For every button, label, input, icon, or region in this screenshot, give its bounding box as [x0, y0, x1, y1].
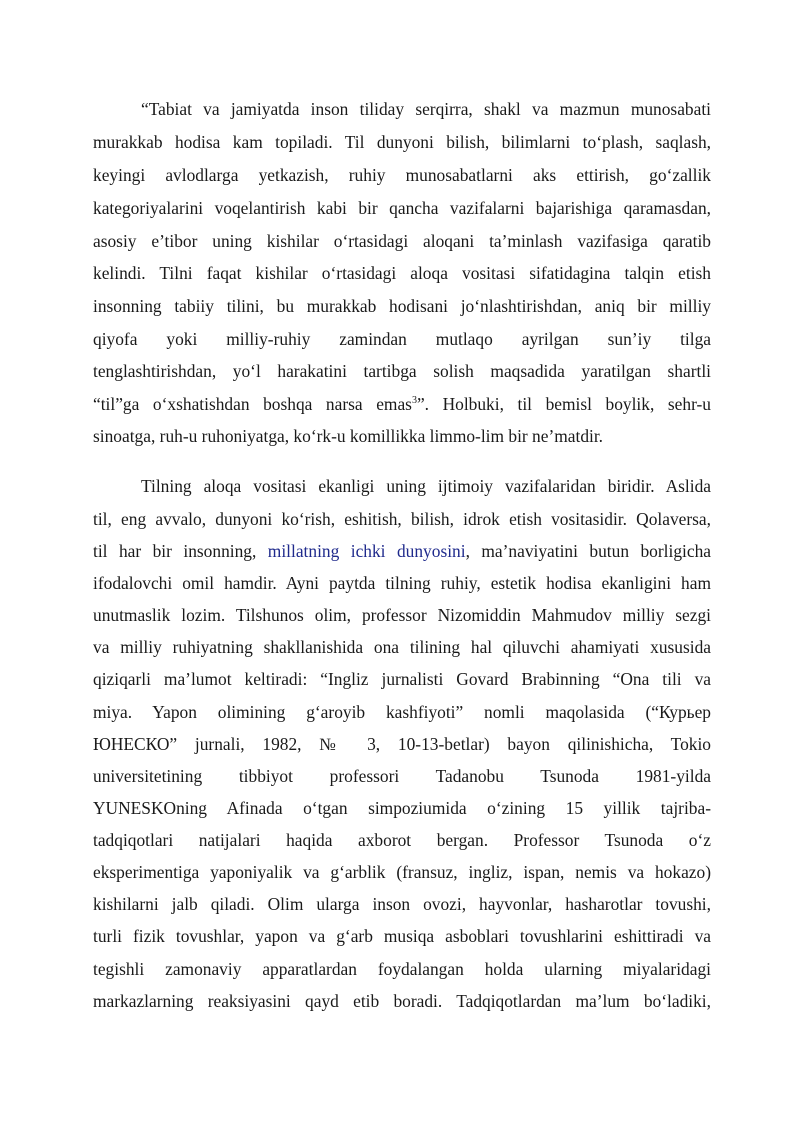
- text-line: keyingi avlodlarga yetkazish, ruhiy munosabatlarni aks ettirish, go‘zallik: [93, 165, 711, 185]
- text-line: tegishli zamonaviy apparatlardan foydalangan holda ularning miyalaridagi: [93, 959, 711, 979]
- text-line: universitetining tibbiyot professori Tadanobu Tsunoda 1981-yilda: [93, 766, 711, 786]
- text-line: insonning tabiiy tilini, bu murakkab hodisani jo‘nlashtirishdan, aniq bir milliy: [93, 296, 711, 316]
- text-line: unutmaslik lozim. Tilshunos olim, professor Nizomiddin Mahmudov milliy sezgi: [93, 605, 711, 625]
- text-line: markazlarning reaksiyasini qayd etib boradi. Tadqiqotlardan ma’lum bo‘ladiki,: [93, 991, 711, 1011]
- text-line: qiyofa yoki milliy-ruhiy zamindan mutlaqo ayrilgan sun’iy tilga: [93, 329, 711, 349]
- text-segment: ”. Holbuki, til bemisl boylik, sehr-u: [416, 394, 711, 414]
- text-line-with-footnote: [93, 390, 711, 418]
- text-segment: til har bir insonning,: [93, 541, 268, 561]
- text-line: kategoriyalarini voqelantirish kabi bir qancha vazifalarni bajarishiga qaramasdan,: [93, 198, 711, 218]
- text-line: “Tabiat va jamiyatda inson tiliday serqirra, shakl va mazmun munosabati: [141, 99, 711, 119]
- text-line: turli fizik tovushlar, yapon va g‘arb musiqa asboblari tovushlarini eshittiradi va: [93, 926, 711, 946]
- text-line: YUNESKOning Afinada o‘tgan simpoziumida o‘zining 15 yillik tajriba-: [93, 798, 711, 818]
- text-segment: , ma’naviyatini butun borligicha: [465, 541, 711, 561]
- text-line: kelindi. Tilni faqat kishilar o‘rtasidagi aloqa vositasi sifatidagina talqin etish: [93, 263, 711, 283]
- text-line: sinoatga, ruh-u ruhoniyatga, ko‘rk-u komillikka limmo-lim bir ne’matdir.: [93, 426, 604, 446]
- text-line-with-link: [93, 537, 711, 565]
- text-line: ifodalovchi omil hamdir. Ayni paytda tilning ruhiy, estetik hodisa ekanligini ham: [93, 573, 711, 593]
- text-line: eksperimentiga yaponiyalik va g‘arblik (fransuz, ingliz, ispan, nemis va hokazo): [93, 862, 711, 882]
- text-line: qiziqarli ma’lumot keltiradi: “Ingliz jurnalisti Govard Brabinning “Ona tili va: [93, 669, 711, 689]
- text-line: Tilning aloqa vositasi ekanligi uning ijtimoiy vazifalaridan biridir. Aslida: [141, 476, 711, 496]
- text-line: ЮНЕСКО” jurnali, 1982, № 3, 10-13-betlar) bayon qilinishicha, Tokio: [93, 734, 711, 754]
- text-line: kishilarni jalb qiladi. Olim ularga inson ovozi, hayvonlar, hasharotlar tovushi,: [93, 894, 711, 914]
- text-line: murakkab hodisa kam topiladi. Til dunyoni bilish, bilimlarni to‘plash, saqlash,: [93, 132, 711, 152]
- text-line: tenglashtirishdan, yo‘l harakatini tartibga solish maqsadida yaratilgan shartli: [93, 361, 711, 381]
- text-line: tadqiqotlari natijalari haqida axborot bergan. Professor Tsunoda o‘z: [93, 830, 711, 850]
- text-segment: “til”ga o‘xshatishdan boshqa narsa emas: [93, 394, 412, 414]
- text-line: va milliy ruhiyatning shakllanishida ona tilining hal qiluvchi ahamiyati xususida: [93, 637, 711, 657]
- text-line: miya. Yapon olimining g‘aroyib kashfiyoti” nomli maqolasida (“Курьер: [93, 702, 711, 722]
- text-line: til, eng avvalo, dunyoni ko‘rish, eshitish, bilish, idrok etish vositasidir. Qolaversa,: [93, 509, 711, 529]
- footnote-marker[interactable]: 3: [411, 395, 417, 406]
- hyperlink[interactable]: millatning ichki dunyosini: [267, 541, 466, 561]
- text-line: asosiy e’tibor uning kishilar o‘rtasidagi aloqani ta’minlash vazifasiga qaratib: [93, 231, 711, 251]
